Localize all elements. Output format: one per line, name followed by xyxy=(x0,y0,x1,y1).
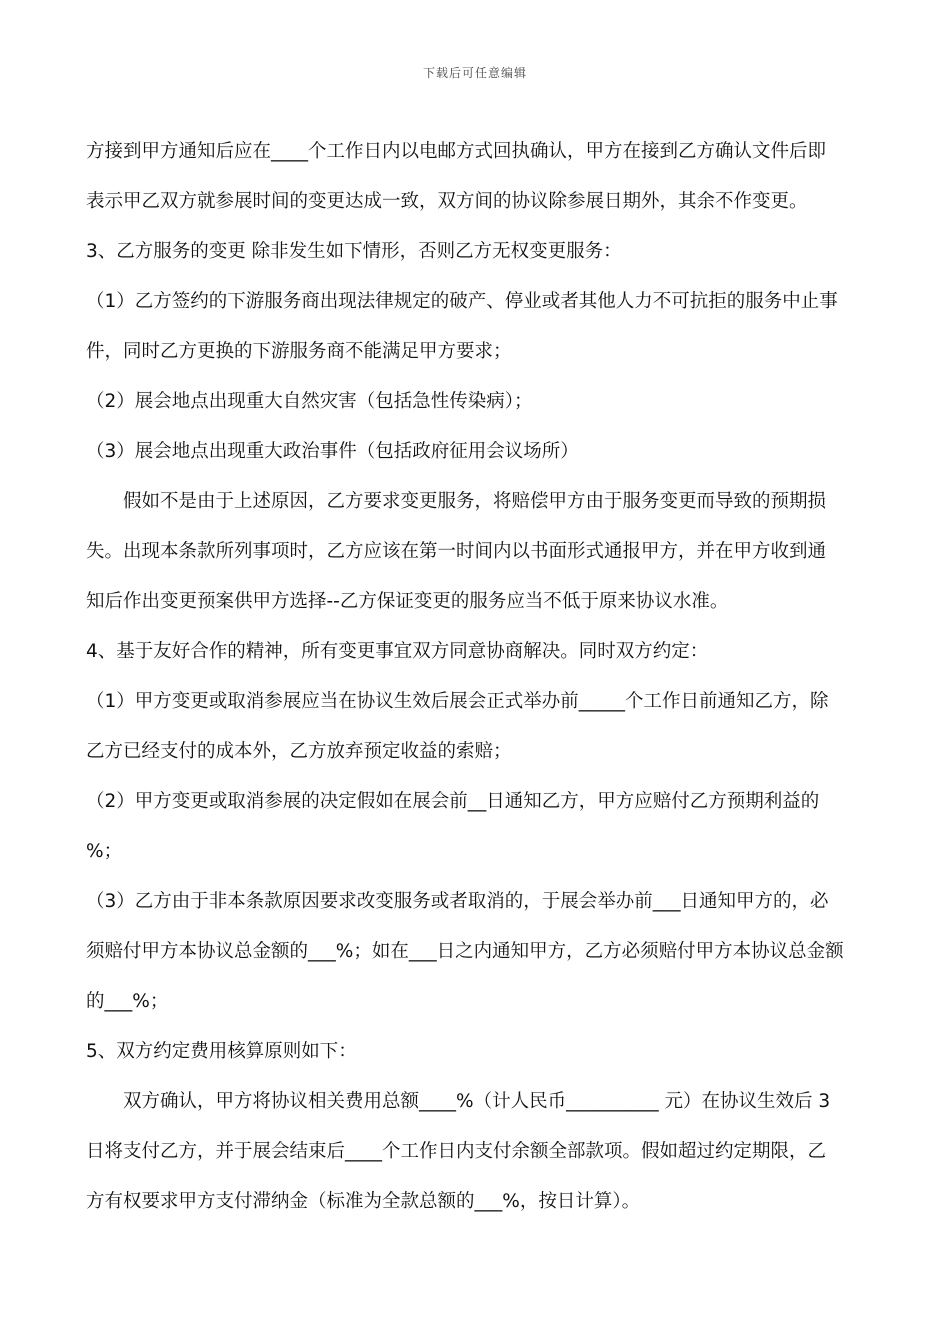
text-line: 知后作出变更预案供甲方选择--乙方保证变更的服务应当不低于原来协议水准。 xyxy=(86,591,729,612)
text-line: （3）乙方由于非本条款原因要求改变服务或者取消的，于展会举办前___日通知甲方的，必 xyxy=(86,891,829,912)
text-line: （1）乙方签约的下游服务商出现法律规定的破产、停业或者其他人力不可抗拒的服务中止事 xyxy=(86,291,838,312)
text-line: 假如不是由于上述原因，乙方要求变更服务，将赔偿甲方由于服务变更而导致的预期损 xyxy=(86,491,827,512)
text-line: 乙方已经支付的成本外，乙方放弃预定收益的索赔； xyxy=(86,741,512,762)
text-line: 的___%； xyxy=(86,991,169,1012)
text-line: （2）展会地点出现重大自然灾害（包括急性传染病）； xyxy=(86,391,533,412)
text-line: （1）甲方变更或取消参展应当在协议生效后展会正式举办前_____个工作日前通知乙方，除 xyxy=(86,691,829,712)
text-line: 表示甲乙双方就参展时间的变更达成一致，双方间的协议除参展日期外，其余不作变更。 xyxy=(86,191,808,212)
section-heading: 3、乙方服务的变更 除非发生如下情形，否则乙方无权变更服务： xyxy=(86,241,622,262)
page-header: 下载后可任意编辑 xyxy=(422,66,527,80)
text-line: 日将支付乙方，并于展会结束后____个工作日内支付余额全部款项。假如超过约定期限，乙 xyxy=(86,1141,827,1162)
section-heading: 5、双方约定费用核算原则如下： xyxy=(86,1041,357,1062)
section-heading: 4、基于友好合作的精神，所有变更事宜双方同意协商解决。同时双方约定： xyxy=(86,641,709,662)
text-line: 失。出现本条款所列事项时，乙方应该在第一时间内以书面形式通报甲方，并在甲方收到通 xyxy=(86,541,827,562)
text-line: 须赔付甲方本协议总金额的___%；如在___日之内通知甲方，乙方必须赔付甲方本协议总金额 xyxy=(86,941,844,962)
text-line: （2）甲方变更或取消参展的决定假如在展会前__日通知乙方，甲方应赔付乙方预期利益的 xyxy=(86,791,820,812)
text-line: （3）展会地点出现重大政治事件（包括政府征用会议场所） xyxy=(86,441,579,462)
text-line: 双方确认，甲方将协议相关费用总额____%（计人民币__________ 元）在协议生效后 3 xyxy=(86,1091,831,1112)
text-line: 方接到甲方通知后应在____个工作日内以电邮方式回执确认，甲方在接到乙方确认文件后即 xyxy=(86,141,827,162)
document-body xyxy=(86,133,866,1233)
text-line: 方有权要求甲方支付滞纳金（标准为全款总额的___%，按日计算）。 xyxy=(86,1191,641,1212)
text-line: 件，同时乙方更换的下游服务商不能满足甲方要求； xyxy=(86,341,512,362)
text-line: %； xyxy=(86,841,123,862)
